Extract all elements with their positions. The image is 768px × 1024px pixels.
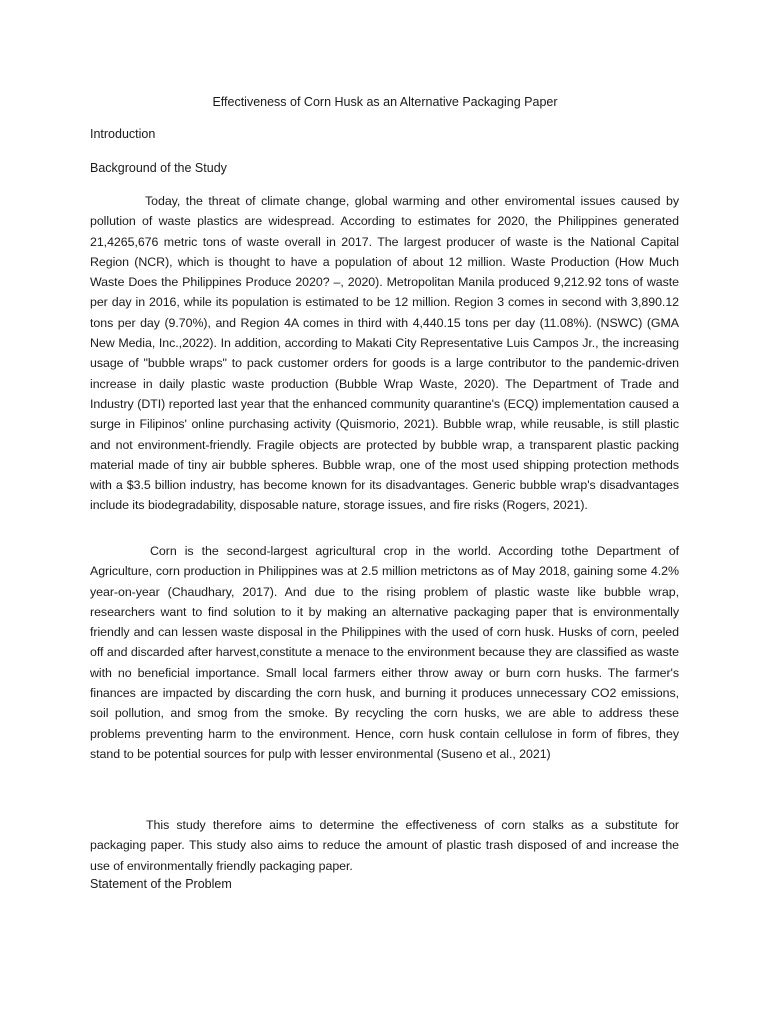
background-heading: Background of the Study: [90, 161, 227, 175]
document-title: Effectiveness of Corn Husk as an Alternative Packaging Paper: [212, 95, 558, 109]
introduction-heading: Introduction: [90, 127, 156, 141]
paragraph-background-1: Today, the threat of climate change, global warming and other enviromental issues caused by pollution of waste plastics are widespread. According to estimates for 2020, the Philippines generated 21,4265,676 metric tons of waste overall in 2017. The largest producer of waste is the National Capital Region (NCR), which is thought to have a population of about 12 million. Waste Production (How Much Waste Does the Philippines Produce 2020? –, 2020). Metropolitan Manila produced 9,212.92 tons of waste per day in 2016, while its population is estimated to be 12 million. Region 3 comes in second with 3,890.12 tons per day (9.70%), and Region 4A comes in third with 4,440.15 tons per day (11.08%). (NSWC) (GMA New Media, Inc.,2022). In addition, according to Makati City Representative Luis Campos Jr., the increasing usage of "bubble wraps" to pack customer orders for goods is a large contributor to the pandemic-driven increase in daily plastic waste production (Bubble Wrap Waste, 2020). The Department of Trade and Industry (DTI) reported last year that the enhanced community quarantine's (ECQ) implementation caused a surge in Filipinos' online purchasing activity (Quismorio, 2021). Bubble wrap, while reusable, is still plastic and not environment-friendly. Fragile objects are protected by bubble wrap, a transparent plastic packing material made of tiny air bubble spheres. Bubble wrap, one of the most used shipping protection methods with a $3.5 billion industry, has become known for its disadvantages. Generic bubble wrap's disadvantages include its biodegradability, disposable nature, storage issues, and fire risks (Rogers, 2021).: [90, 194, 679, 513]
paragraph-background-3: This study therefore aims to determine the effectiveness of corn stalks as a substitute for packaging paper. This study also aims to reduce the amount of plastic trash disposed of and increase the use of environmentally friendly packaging paper.: [90, 818, 679, 873]
statement-heading: Statement of the Problem: [90, 877, 232, 891]
paragraph-background-2: Corn is the second-largest agricultural crop in the world. According tothe Department of Agriculture, corn production in Philippines was at 2.5 million metrictons as of May 2018, gaining some 4.2% year-on-year (Chaudhary, 2017). And due to the rising problem of plastic waste like bubble wrap, researchers want to find solution to it by making an alternative packaging paper that is environmentally friendly and can lessen waste disposal in the Philippines with the used of corn husk. Husks of corn, peeled off and discarded after harvest,constitute a menace to the environment because they are classified as waste with no beneficial importance. Small local farmers either throw away or burn corn husks. The farmer's finances are impacted by discarding the corn husk, and burning it produces unnecessary CO2 emissions, soil pollution, and smog from the smoke. By recycling the corn husks, we are able to address these problems preventing harm to the environment. Hence, corn husk contain cellulose in form of fibres, they stand to be potential sources for pulp with lesser environmental (Suseno et al., 2021): [90, 544, 679, 761]
